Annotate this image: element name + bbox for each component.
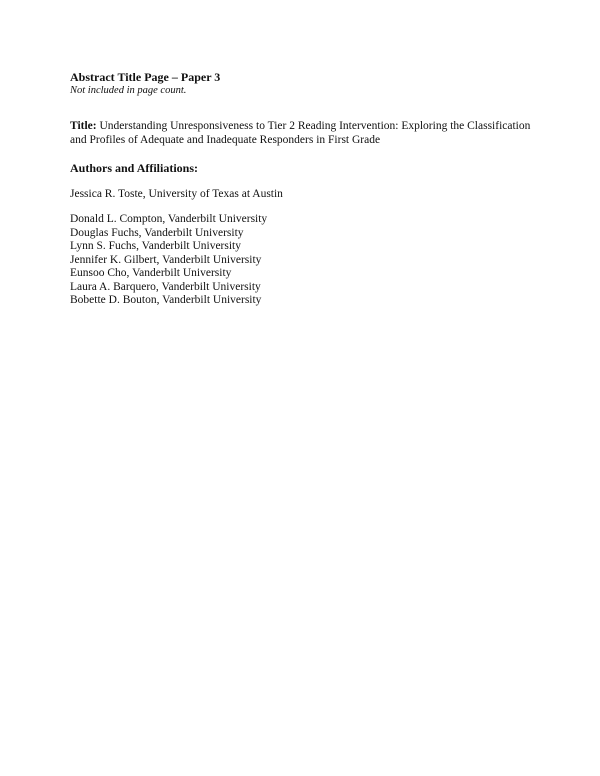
author-item: Lynn S. Fuchs, Vanderbilt University [70,240,242,252]
author-list [70,213,540,308]
paper-title [70,119,540,147]
author-item: Bobette D. Bouton, Vanderbilt University [70,294,262,306]
paper-title-text: Understanding Unresponsiveness to Tier 2 Reading Intervention: Exploring the Classification and Profiles of Adequate and Inadequate Responders in First Grade [70,120,531,146]
author-item: Jennifer K. Gilbert, Vanderbilt University [70,253,262,266]
author-item: Douglas Fuchs, Vanderbilt University [70,226,244,239]
paper-title-label: Title: [70,120,97,132]
author-item: Laura A. Barquero, Vanderbilt University [70,280,261,293]
author-item: Eunsoo Cho, Vanderbilt University [70,267,232,279]
author-item: Donald L. Compton, Vanderbilt University [70,213,268,225]
first-author: Jessica R. Toste, University of Texas at Austin [70,188,283,200]
page-count-note: Not included in page count. [70,85,187,96]
page-heading: Abstract Title Page – Paper 3 [70,70,221,84]
page-content [70,70,540,319]
authors-heading: Authors and Affiliations: [70,161,199,175]
